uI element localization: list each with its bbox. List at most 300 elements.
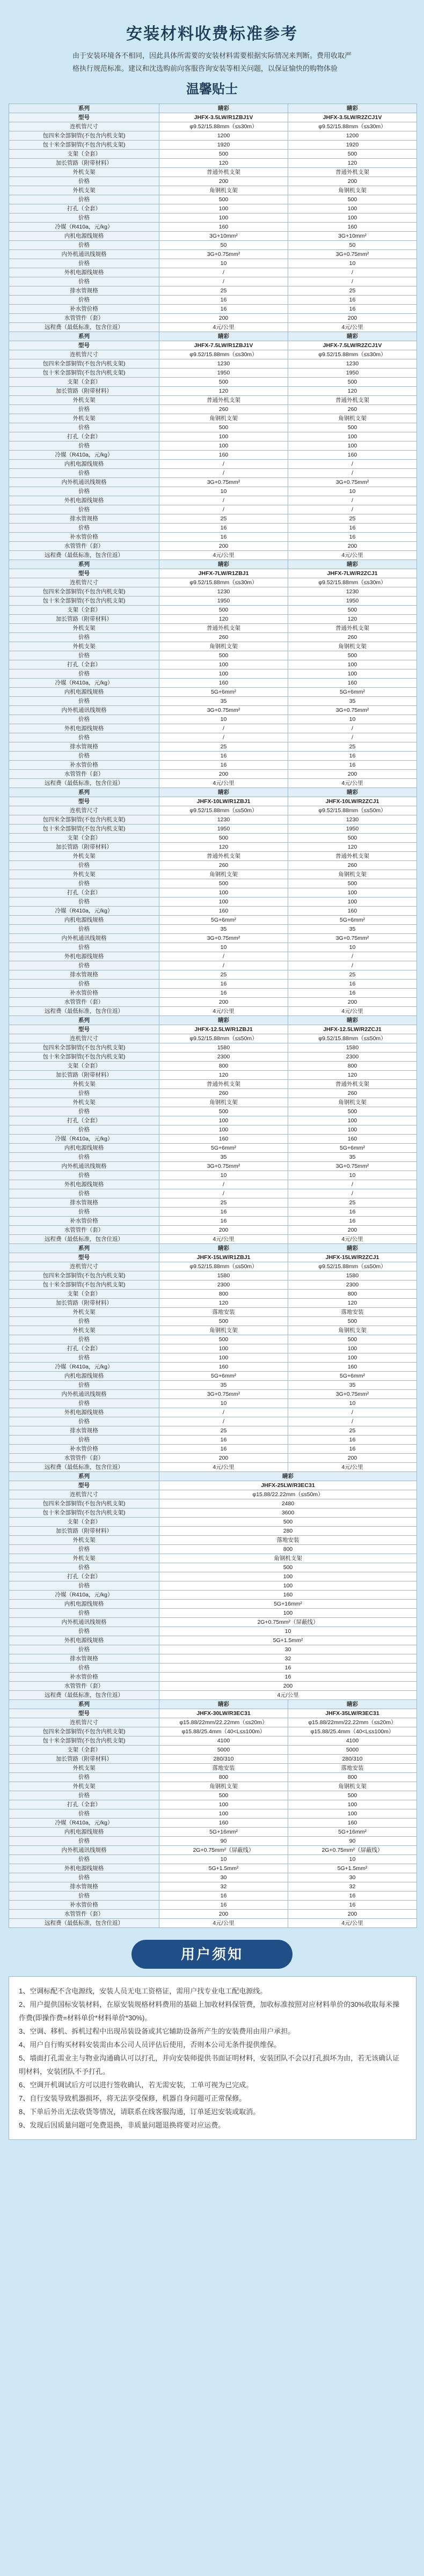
row-label-cell: 水管管件（套） bbox=[9, 998, 159, 1007]
table-row bbox=[9, 1208, 417, 1217]
row-label-cell: 外机支架 bbox=[9, 1782, 159, 1791]
value-cell: 280/310 bbox=[288, 1755, 417, 1764]
table-row bbox=[9, 1609, 417, 1618]
table-row bbox=[9, 223, 417, 232]
value-cell: 16 bbox=[288, 533, 417, 542]
row-label-cell: 支架（全套） bbox=[9, 606, 159, 615]
row-label-cell: 价格 bbox=[9, 469, 159, 478]
row-label-cell: 外机电源线规格 bbox=[9, 952, 159, 961]
value-cell: 160 bbox=[159, 1591, 417, 1600]
notice-list bbox=[9, 1976, 416, 2140]
table-row bbox=[9, 195, 417, 204]
value-cell: 200 bbox=[159, 770, 288, 779]
value-cell: 角钢机支架 bbox=[288, 642, 417, 651]
table-row bbox=[9, 214, 417, 223]
value-cell: 35 bbox=[159, 697, 288, 706]
value-cell: 16 bbox=[159, 296, 288, 305]
value-cell: φ9.52/15.88mm（≤s50m） bbox=[288, 806, 417, 815]
value-cell: 10 bbox=[288, 1399, 417, 1408]
row-label-cell: 型号 bbox=[9, 1253, 159, 1262]
row-label-cell: 外机电源线规格 bbox=[9, 268, 159, 277]
value-cell: 500 bbox=[288, 651, 417, 660]
value-cell: 160 bbox=[288, 223, 417, 232]
value-cell: φ9.52/15.88mm（≤s50m） bbox=[159, 806, 288, 815]
row-label-cell: 系列 bbox=[9, 332, 159, 341]
value-cell: 4元/公里 bbox=[159, 1235, 288, 1244]
value-cell: 100 bbox=[288, 1800, 417, 1809]
row-label-cell: 补水管价格 bbox=[9, 1901, 159, 1910]
row-label-cell: 补水管价格 bbox=[9, 989, 159, 998]
table-row bbox=[9, 1235, 417, 1244]
row-label-cell: 外机电源线规格 bbox=[9, 1636, 159, 1645]
row-label-cell: 价格 bbox=[9, 861, 159, 870]
row-label-cell: 水管管件（套） bbox=[9, 770, 159, 779]
row-label-cell: 价格 bbox=[9, 177, 159, 186]
table-row bbox=[9, 989, 417, 998]
value-cell: JHFX-7.5LW/R1ZBJ1V bbox=[159, 341, 288, 350]
table-row bbox=[9, 797, 417, 806]
value-cell: 3G+0.75mm² bbox=[159, 1162, 288, 1171]
value-cell: 1230 bbox=[159, 359, 288, 369]
value-cell: 280 bbox=[159, 1527, 417, 1536]
value-cell: 50 bbox=[159, 241, 288, 250]
table-row bbox=[9, 268, 417, 277]
row-label-cell: 连机管尺寸 bbox=[9, 1718, 159, 1727]
value-cell: 260 bbox=[159, 1089, 288, 1098]
value-cell: / bbox=[159, 496, 288, 505]
table-row bbox=[9, 1864, 417, 1873]
table-row bbox=[9, 834, 417, 843]
value-cell: 500 bbox=[159, 606, 288, 615]
row-label-cell: 冷媒（R410a，元/kg） bbox=[9, 451, 159, 460]
table-row bbox=[9, 852, 417, 861]
value-cell: 100 bbox=[159, 1609, 417, 1618]
row-label-cell: 打孔（全套） bbox=[9, 660, 159, 669]
row-label-cell: 内机电源线规格 bbox=[9, 1600, 159, 1609]
row-label-cell: 远程费（最低标准，包含住返） bbox=[9, 1463, 159, 1472]
value-cell: 4元/公里 bbox=[288, 1919, 417, 1928]
row-label-cell: 外机支架 bbox=[9, 1554, 159, 1563]
value-cell: 100 bbox=[288, 214, 417, 223]
table-row bbox=[9, 861, 417, 870]
row-label-cell: 外机电源线规格 bbox=[9, 724, 159, 733]
table-row bbox=[9, 1591, 417, 1600]
row-label-cell: 内机电源线规格 bbox=[9, 1144, 159, 1153]
table-row bbox=[9, 277, 417, 286]
table-row bbox=[9, 925, 417, 934]
value-cell: 2G+0.75mm²（屏蔽线） bbox=[159, 1846, 288, 1855]
table-row bbox=[9, 113, 417, 122]
value-cell: 3G+0.75mm² bbox=[288, 1162, 417, 1171]
table-row bbox=[9, 1472, 417, 1481]
row-label-cell: 系列 bbox=[9, 1700, 159, 1709]
value-cell: 角钢机支架 bbox=[288, 1782, 417, 1791]
table-row bbox=[9, 487, 417, 496]
row-label-cell: 冷媒（R410a，元/kg） bbox=[9, 679, 159, 688]
value-cell: 90 bbox=[159, 1837, 288, 1846]
table-row bbox=[9, 1299, 417, 1308]
table-row bbox=[9, 168, 417, 177]
row-label-cell: 连机管尺寸 bbox=[9, 1262, 159, 1271]
value-cell: / bbox=[288, 1180, 417, 1189]
row-label-cell: 加长管路（附带材料） bbox=[9, 1071, 159, 1080]
table-row bbox=[9, 624, 417, 633]
table-row bbox=[9, 514, 417, 524]
row-label-cell: 包四米全部铜管(不包含内机支架) bbox=[9, 131, 159, 141]
table-row bbox=[9, 1399, 417, 1408]
value-cell: 5G+1.5mm² bbox=[159, 1864, 288, 1873]
value-cell: φ15.88/25.4mm（40<L≤s100m） bbox=[159, 1727, 288, 1736]
row-label-cell: 远程费（最低标准，包含住返） bbox=[9, 1235, 159, 1244]
row-label-cell: 排水管规格 bbox=[9, 1882, 159, 1891]
value-cell: 1580 bbox=[288, 1043, 417, 1053]
value-cell: 500 bbox=[159, 1518, 417, 1527]
value-cell: JHFX-7LW/R1ZBJ1 bbox=[159, 569, 288, 578]
table-row bbox=[9, 460, 417, 469]
value-cell: JHFX-12.5LW/R1ZBJ1 bbox=[159, 1025, 288, 1034]
table-row bbox=[9, 314, 417, 323]
table-row bbox=[9, 1654, 417, 1664]
value-cell: 500 bbox=[159, 834, 288, 843]
value-cell: 16 bbox=[288, 1217, 417, 1226]
value-cell: 800 bbox=[159, 1545, 417, 1554]
table-row bbox=[9, 615, 417, 624]
value-cell: 角钢机支架 bbox=[288, 870, 417, 879]
value-cell: 25 bbox=[288, 1198, 417, 1208]
value-cell: 30 bbox=[288, 1873, 417, 1882]
value-cell: 4100 bbox=[288, 1736, 417, 1746]
row-label-cell: 支架（全套） bbox=[9, 1518, 159, 1527]
row-label-cell: 价格 bbox=[9, 241, 159, 250]
value-cell: 35 bbox=[288, 1153, 417, 1162]
value-cell: 4元/公里 bbox=[159, 1919, 288, 1928]
row-label-cell: 价格 bbox=[9, 259, 159, 268]
value-cell: 25 bbox=[159, 286, 288, 296]
table-row bbox=[9, 770, 417, 779]
value-cell: 200 bbox=[159, 177, 288, 186]
row-label-cell: 价格 bbox=[9, 423, 159, 432]
table-row bbox=[9, 296, 417, 305]
table-row bbox=[9, 998, 417, 1007]
value-cell: 4元/公里 bbox=[288, 323, 417, 332]
value-cell: 睛彩 bbox=[288, 104, 417, 113]
table-row bbox=[9, 1153, 417, 1162]
value-cell: 睛彩 bbox=[159, 1472, 417, 1481]
value-cell: 1920 bbox=[159, 141, 288, 150]
table-row bbox=[9, 1499, 417, 1508]
row-label-cell: 价格 bbox=[9, 1855, 159, 1864]
value-cell: 16 bbox=[159, 761, 288, 770]
value-cell: 16 bbox=[288, 752, 417, 761]
value-cell: 睛彩 bbox=[159, 1700, 288, 1709]
table-row bbox=[9, 1746, 417, 1755]
value-cell: 160 bbox=[159, 1363, 288, 1372]
notice-item: 6、空调开机调试后方可以进行签收确认，若无需安装，工单可视为已完成。 bbox=[19, 2081, 253, 2089]
table-row bbox=[9, 451, 417, 460]
value-cell: 16 bbox=[288, 1436, 417, 1445]
value-cell: 4元/公里 bbox=[288, 1463, 417, 1472]
row-label-cell: 排水管规格 bbox=[9, 742, 159, 752]
value-cell: φ9.52/15.88mm（≤s30m） bbox=[288, 578, 417, 587]
value-cell: 16 bbox=[159, 524, 288, 533]
table-row bbox=[9, 1809, 417, 1819]
value-cell: / bbox=[159, 1189, 288, 1198]
value-cell: 500 bbox=[159, 879, 288, 888]
row-label-cell: 支架（全套） bbox=[9, 834, 159, 843]
value-cell: 100 bbox=[288, 1809, 417, 1819]
row-label-cell: 加长管路（附带材料） bbox=[9, 1299, 159, 1308]
row-label-cell: 冷媒（R410a，元/kg） bbox=[9, 1591, 159, 1600]
value-cell: 睛彩 bbox=[288, 1244, 417, 1253]
row-label-cell: 型号 bbox=[9, 1025, 159, 1034]
row-label-cell: 价格 bbox=[9, 1107, 159, 1116]
row-label-cell: 价格 bbox=[9, 214, 159, 223]
value-cell: 3G+0.75mm² bbox=[288, 478, 417, 487]
table-row bbox=[9, 259, 417, 268]
row-label-cell: 打孔（全套） bbox=[9, 1800, 159, 1809]
value-cell: 落地安装 bbox=[288, 1308, 417, 1317]
table-row bbox=[9, 597, 417, 606]
value-cell: 500 bbox=[159, 1317, 288, 1326]
value-cell: 500 bbox=[288, 1335, 417, 1344]
table-row bbox=[9, 1600, 417, 1609]
value-cell: 25 bbox=[288, 286, 417, 296]
value-cell: 200 bbox=[288, 1226, 417, 1235]
row-label-cell: 打孔（全套） bbox=[9, 432, 159, 441]
table-row bbox=[9, 1545, 417, 1554]
row-label-cell: 价格 bbox=[9, 1089, 159, 1098]
value-cell: 5G+6mm² bbox=[159, 688, 288, 697]
row-label-cell: 补水管价格 bbox=[9, 533, 159, 542]
value-cell: 800 bbox=[288, 1773, 417, 1782]
table-row bbox=[9, 870, 417, 879]
value-cell: 角钢机支架 bbox=[159, 1554, 417, 1563]
notice-item: 3、空调、移机、拆机过程中出现吊装设备或其它辅助设备所产生的安装费用由用户承担。 bbox=[19, 2027, 295, 2035]
table-row bbox=[9, 1372, 417, 1381]
table-row bbox=[9, 478, 417, 487]
value-cell: 1580 bbox=[159, 1271, 288, 1280]
value-cell: 500 bbox=[288, 150, 417, 159]
table-row bbox=[9, 432, 417, 441]
value-cell: JHFX-12.5LW/R2ZCJ1 bbox=[288, 1025, 417, 1034]
table-row bbox=[9, 405, 417, 414]
value-cell: 50 bbox=[288, 241, 417, 250]
row-label-cell: 外机电源线规格 bbox=[9, 1408, 159, 1417]
value-cell: 100 bbox=[288, 204, 417, 214]
price-table bbox=[9, 104, 417, 1928]
value-cell: 3G+0.75mm² bbox=[288, 934, 417, 943]
value-cell: 普通外机支架 bbox=[159, 624, 288, 633]
value-cell: 5G+6mm² bbox=[288, 916, 417, 925]
table-row bbox=[9, 323, 417, 332]
value-cell: φ9.52/15.88mm（≤s50m） bbox=[159, 1034, 288, 1043]
value-cell: 1230 bbox=[288, 815, 417, 825]
value-cell: 5000 bbox=[288, 1746, 417, 1755]
row-label-cell: 价格 bbox=[9, 1125, 159, 1135]
row-label-cell: 支架（全套） bbox=[9, 150, 159, 159]
value-cell: 5G+6mm² bbox=[288, 688, 417, 697]
row-label-cell: 系列 bbox=[9, 560, 159, 569]
value-cell: 10 bbox=[159, 1855, 288, 1864]
value-cell: / bbox=[288, 724, 417, 733]
value-cell: 16 bbox=[159, 1673, 417, 1682]
value-cell: 120 bbox=[288, 387, 417, 396]
table-row bbox=[9, 633, 417, 642]
value-cell: 4元/公里 bbox=[288, 779, 417, 788]
value-cell: / bbox=[159, 505, 288, 514]
value-cell: 16 bbox=[159, 989, 288, 998]
table-row bbox=[9, 387, 417, 396]
table-row bbox=[9, 122, 417, 131]
row-label-cell: 系列 bbox=[9, 1244, 159, 1253]
value-cell: 睛彩 bbox=[288, 560, 417, 569]
value-cell: 500 bbox=[288, 423, 417, 432]
row-label-cell: 冷媒（R410a，元/kg） bbox=[9, 1363, 159, 1372]
notice-item: 4、用户自行购买材料安装需由本公司人员评估后使用，否则本公司无条件提供维保。 bbox=[19, 2041, 281, 2049]
table-row bbox=[9, 1481, 417, 1490]
row-label-cell: 外机支架 bbox=[9, 396, 159, 405]
table-row bbox=[9, 1791, 417, 1800]
value-cell: 睛彩 bbox=[288, 1700, 417, 1709]
row-label-cell: 冷媒（R410a，元/kg） bbox=[9, 223, 159, 232]
row-label-cell: 价格 bbox=[9, 1891, 159, 1901]
row-label-cell: 排水管规格 bbox=[9, 286, 159, 296]
value-cell: 5000 bbox=[159, 1746, 288, 1755]
value-cell: 100 bbox=[288, 888, 417, 897]
table-row bbox=[9, 150, 417, 159]
row-label-cell: 价格 bbox=[9, 1171, 159, 1180]
row-label-cell: 价格 bbox=[9, 441, 159, 451]
table-row bbox=[9, 1819, 417, 1828]
value-cell: 260 bbox=[288, 405, 417, 414]
value-cell: 3G+0.75mm² bbox=[288, 1390, 417, 1399]
value-cell: 200 bbox=[288, 1454, 417, 1463]
value-cell: 3G+0.75mm² bbox=[159, 1390, 288, 1399]
value-cell: 角钢机支架 bbox=[159, 642, 288, 651]
value-cell: 200 bbox=[159, 1226, 288, 1235]
row-label-cell: 内机电源线规格 bbox=[9, 916, 159, 925]
value-cell: 5G+1.5mm² bbox=[288, 1864, 417, 1873]
value-cell: / bbox=[288, 496, 417, 505]
value-cell: 3G+0.75mm² bbox=[159, 934, 288, 943]
value-cell: 16 bbox=[159, 1436, 288, 1445]
row-label-cell: 系列 bbox=[9, 104, 159, 113]
value-cell: 200 bbox=[288, 542, 417, 551]
table-row bbox=[9, 441, 417, 451]
value-cell: 16 bbox=[288, 1445, 417, 1454]
table-row bbox=[9, 378, 417, 387]
table-row bbox=[9, 1335, 417, 1344]
row-label-cell: 价格 bbox=[9, 1773, 159, 1782]
value-cell: 10 bbox=[288, 259, 417, 268]
value-cell: 4元/公里 bbox=[288, 1235, 417, 1244]
value-cell: 260 bbox=[159, 405, 288, 414]
table-row bbox=[9, 761, 417, 770]
value-cell: 500 bbox=[288, 195, 417, 204]
table-row bbox=[9, 1198, 417, 1208]
table-row bbox=[9, 660, 417, 669]
value-cell: 1230 bbox=[288, 359, 417, 369]
table-row bbox=[9, 1189, 417, 1198]
value-cell: 500 bbox=[288, 606, 417, 615]
table-row bbox=[9, 1098, 417, 1107]
value-cell: 100 bbox=[159, 204, 288, 214]
value-cell: 普通外机支架 bbox=[288, 1080, 417, 1089]
table-row bbox=[9, 1636, 417, 1645]
table-row bbox=[9, 742, 417, 752]
row-label-cell: 型号 bbox=[9, 113, 159, 122]
row-label-cell: 加长管路（附带材料） bbox=[9, 159, 159, 168]
value-cell: 800 bbox=[288, 1062, 417, 1071]
value-cell: 睛彩 bbox=[159, 332, 288, 341]
value-cell: 100 bbox=[159, 214, 288, 223]
table-row bbox=[9, 1135, 417, 1144]
table-row bbox=[9, 1454, 417, 1463]
value-cell: / bbox=[288, 268, 417, 277]
value-cell: 100 bbox=[288, 432, 417, 441]
value-cell: 16 bbox=[288, 1208, 417, 1217]
value-cell: 100 bbox=[159, 1572, 417, 1581]
value-cell: 25 bbox=[288, 742, 417, 752]
row-label-cell: 远程费（最低标准，包含住返） bbox=[9, 779, 159, 788]
row-label-cell: 支架（全套） bbox=[9, 1746, 159, 1755]
value-cell: 4100 bbox=[159, 1736, 288, 1746]
value-cell: 100 bbox=[159, 1125, 288, 1135]
table-row bbox=[9, 1490, 417, 1499]
value-cell: 260 bbox=[288, 861, 417, 870]
value-cell: 160 bbox=[288, 679, 417, 688]
value-cell: 120 bbox=[159, 1071, 288, 1080]
row-label-cell: 排水管规格 bbox=[9, 1426, 159, 1436]
row-label-cell: 内外机通讯线规格 bbox=[9, 1846, 159, 1855]
value-cell: / bbox=[288, 961, 417, 970]
row-label-cell: 价格 bbox=[9, 715, 159, 724]
row-label-cell: 价格 bbox=[9, 1837, 159, 1846]
row-label-cell: 水管管件（套） bbox=[9, 1454, 159, 1463]
value-cell: 500 bbox=[288, 378, 417, 387]
value-cell: 1230 bbox=[288, 587, 417, 597]
table-row bbox=[9, 651, 417, 660]
value-cell: / bbox=[288, 1408, 417, 1417]
row-label-cell: 外机支架 bbox=[9, 1308, 159, 1317]
value-cell: 35 bbox=[288, 697, 417, 706]
value-cell: 1950 bbox=[288, 369, 417, 378]
table-row bbox=[9, 916, 417, 925]
table-row bbox=[9, 1244, 417, 1253]
value-cell: 100 bbox=[288, 897, 417, 907]
table-row bbox=[9, 186, 417, 195]
row-label-cell: 包四米全部铜管(不包含内机支架) bbox=[9, 1043, 159, 1053]
value-cell: 32 bbox=[159, 1882, 288, 1891]
value-cell: 100 bbox=[159, 660, 288, 669]
row-label-cell: 内机电源线规格 bbox=[9, 232, 159, 241]
table-row bbox=[9, 1162, 417, 1171]
value-cell: / bbox=[159, 733, 288, 742]
row-label-cell: 远程费（最低标准，包含住返） bbox=[9, 323, 159, 332]
value-cell: 3600 bbox=[159, 1508, 417, 1518]
row-label-cell: 价格 bbox=[9, 633, 159, 642]
table-row bbox=[9, 1518, 417, 1527]
value-cell: 500 bbox=[159, 1563, 417, 1572]
value-cell: 落地安装 bbox=[288, 1764, 417, 1773]
table-row bbox=[9, 943, 417, 952]
value-cell: 120 bbox=[159, 1299, 288, 1308]
value-cell: / bbox=[159, 952, 288, 961]
table-row bbox=[9, 423, 417, 432]
row-label-cell: 型号 bbox=[9, 341, 159, 350]
row-label-cell: 外机支架 bbox=[9, 1326, 159, 1335]
table-row bbox=[9, 1290, 417, 1299]
